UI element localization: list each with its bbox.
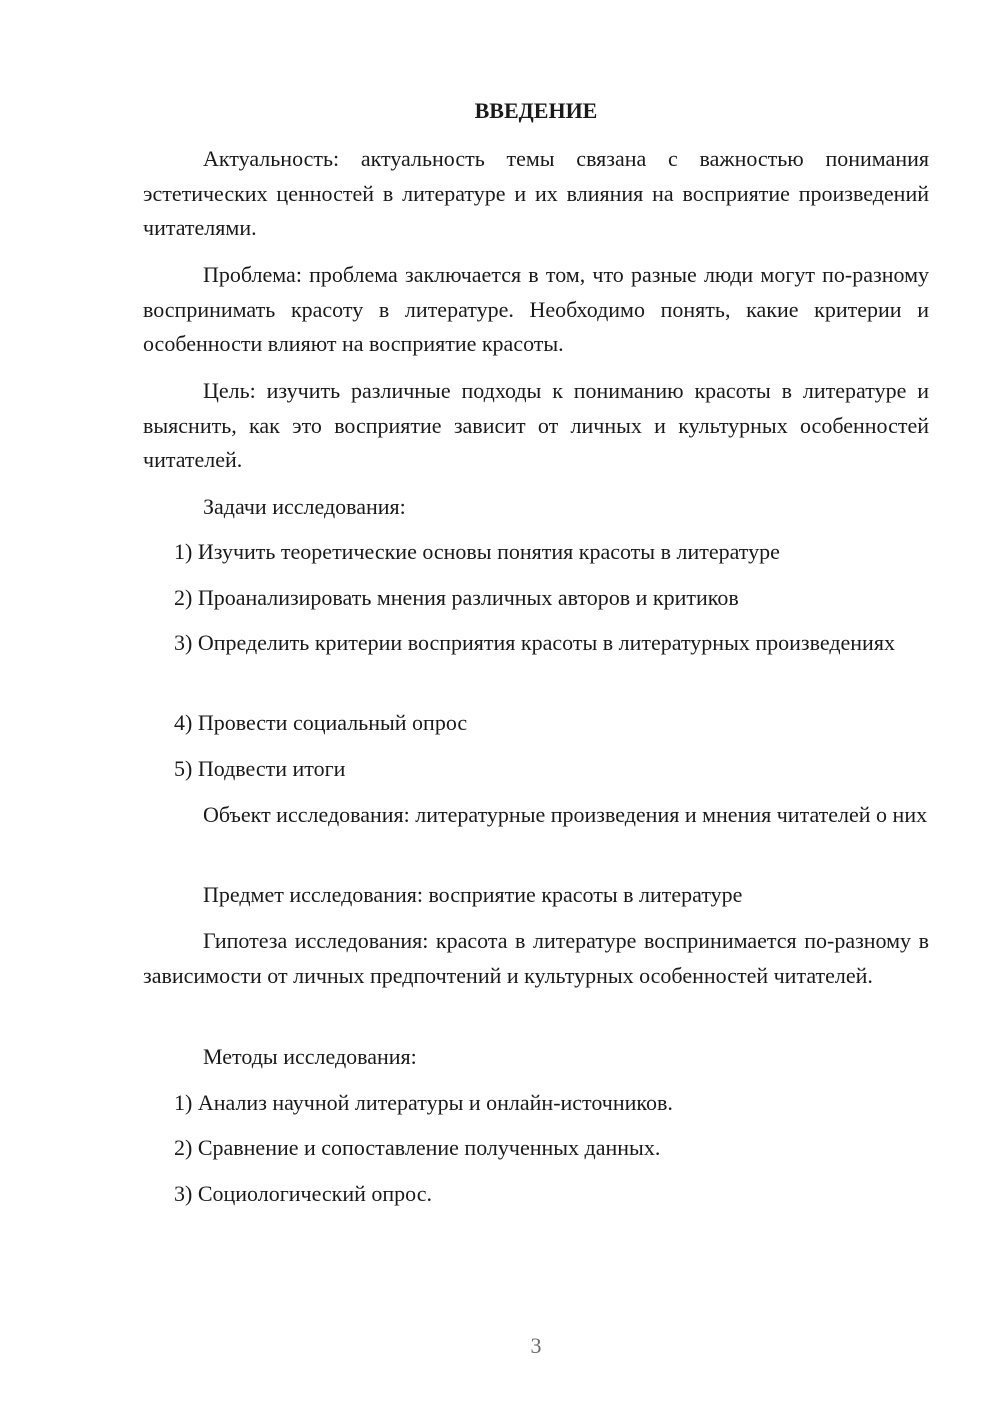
page-number: 3 bbox=[530, 1333, 542, 1358]
problem-paragraph: Проблема: проблема заключается в том, что разные люди могут по-разному воспринимать красоту в литературе. Необходимо понять, какие критерии и особенности влияют на восприятие красоты. bbox=[143, 262, 929, 356]
relevance-paragraph: Актуальность: актуальность темы связана с важностью понимания эстетических ценностей в литературе и их влияния на восприятие произведений читателями. bbox=[143, 146, 929, 240]
hypothesis-paragraph: Гипотеза исследования: красота в литературе воспринимается по-разному в зависимости от личных предпочтений и культурных особенностей читателей. bbox=[143, 928, 929, 988]
goal-paragraph: Цель: изучить различные подходы к пониманию красоты в литературе и выяснить, как это восприятие зависит от личных и культурных особенностей читателей. bbox=[143, 378, 929, 472]
section-title: ВВЕДЕНИЕ bbox=[474, 98, 598, 123]
task-item-3: 3) Определить критерии восприятия красоты в литературных произведениях bbox=[174, 630, 895, 655]
tasks-heading: Задачи исследования: bbox=[203, 494, 406, 519]
task-item-5: 5) Подвести итоги bbox=[174, 756, 346, 781]
method-item-2: 2) Сравнение и сопоставление полученных данных. bbox=[174, 1135, 661, 1160]
method-item-3: 3) Социологический опрос. bbox=[174, 1181, 432, 1206]
subject-paragraph: Предмет исследования: восприятие красоты в литературе bbox=[203, 882, 743, 907]
method-item-1: 1) Анализ научной литературы и онлайн-источников. bbox=[174, 1090, 673, 1115]
object-paragraph: Объект исследования: литературные произведения и мнения читателей о них bbox=[203, 802, 928, 827]
task-item-4: 4) Провести социальный опрос bbox=[174, 710, 468, 735]
task-item-2: 2) Проанализировать мнения различных авторов и критиков bbox=[174, 585, 739, 610]
methods-heading: Методы исследования: bbox=[203, 1044, 417, 1069]
task-item-1: 1) Изучить теоретические основы понятия красоты в литературе bbox=[174, 539, 780, 564]
